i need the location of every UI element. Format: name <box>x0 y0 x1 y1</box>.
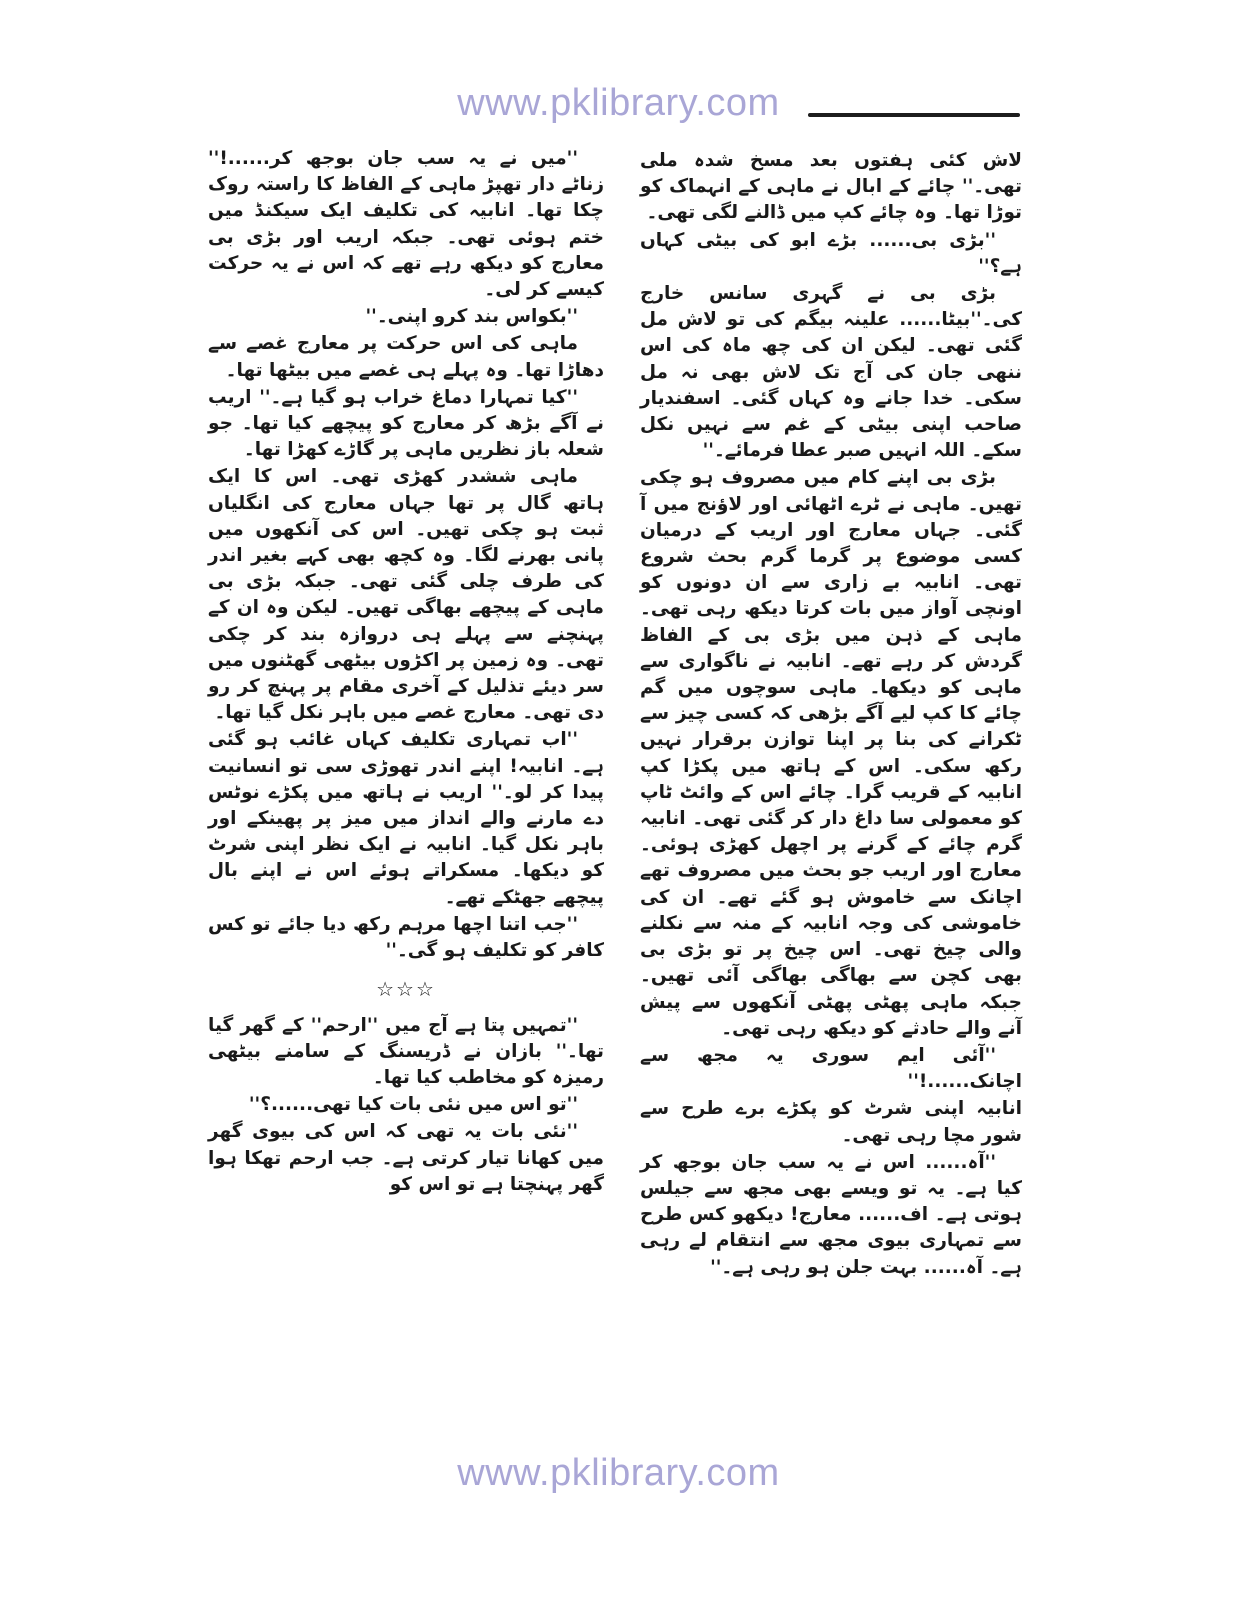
paragraph: ''آہ...... اس نے یہ سب جان بوجھ کر کیا ہے۔ یہ تو ویسے بھی مجھ سے جیلس ہوتی ہے۔ اف...... معارج! دیکھو کس طرح سے تمہاری بیوی مجھ سے انتقام لے رہی ہے۔ آہ...... بہت جلن ہو رہی ہے۔'' <box>640 1151 1022 1278</box>
paragraph: ماہی کی اس حرکت پر معارج غصے سے دھاڑا تھا۔ وہ پہلے ہی غصے میں بیٹھا تھا۔ <box>208 333 604 381</box>
paragraph: ''جب اتنا اچھا مرہم رکھ دیا جائے تو کس کافر کو تکلیف ہو گی۔'' <box>208 913 604 962</box>
paragraph: ''نئی بات یہ تھی کہ اس کی بیوی گھر میں کھانا تیار کرتی ہے۔ جب ارحم تھکا ہوا گھر پہنچتا ہے تو اس کو <box>208 1121 604 1195</box>
watermark-top: www.pklibrary.com <box>457 82 780 124</box>
paragraph: ''تمہیں پتا ہے آج میں ''ارحم'' کے گھر گیا تھا۔'' بازان نے ڈریسنگ کے سامنے بیٹھی رمیزہ کو مخاطب کیا تھا۔ <box>208 1014 604 1088</box>
watermark-bottom: www.pklibrary.com <box>457 1452 780 1494</box>
paragraph: ''بڑی بی...... بڑے ابو کی بیٹی کہاں ہے؟'' <box>640 229 1022 277</box>
paragraph: ''بکواس بند کرو اپنی۔'' <box>365 306 578 328</box>
paragraph: ''تو اس میں نئی بات کیا تھی......؟'' <box>248 1094 578 1116</box>
section-break-stars: ☆☆☆ <box>376 977 436 1002</box>
paragraph: ''آئی ایم سوری یہ مجھ سے اچانک......!'' <box>640 1044 1022 1093</box>
paragraph: انابیہ اپنی شرٹ کو پکڑے برے طرح سے شور مچا رہی تھی۔ <box>640 1098 1022 1146</box>
paragraph: بڑی بی اپنے کام میں مصروف ہو چکی تھیں۔ ماہی نے ٹرے اٹھائی اور لاؤنج میں آ گئی۔ جہاں معارج اور اریب کے درمیان کسی موضوع پر گرما گرم بحث شروع تھی۔ انابیہ بے زاری سے ان دونوں کو اونچی آواز میں بات کرتا دیکھ رہی تھی۔ ماہی کے ذہن میں بڑی بی کے الفاظ گردش کر رہے تھے۔ انابیہ نے ناگواری سے ماہی کو دیکھا۔ ماہی سوچوں میں گم چائے کا کپ لیے آگے بڑھی کہ کسی چیز سے ٹکرانے کی بنا پر اپنا توازن برقرار نہیں رکھ سکی۔ اس کے ہاتھ میں پکڑا کپ انابیہ کے قریب گرا۔ چائے اس کے وائٹ ٹاپ کو معمولی سا داغ دار کر گئی تھی۔ انابیہ گرم چائے کے گرنے پر اچھل کھڑی ہوئی۔ معارج اور اریب جو بحث میں مصروف تھے اچانک سے خاموش ہو گئے تھے۔ ان کی خاموشی کی وجہ انابیہ کے منہ سے نکلنے والی چیخ تھی۔ اس چیخ پر تو بڑی بی بھی کچن سے بھاگی بھاگی آئی تھیں۔ جبکہ ماہی پھٹی پھٹی آنکھوں سے پیش آنے والے حادثے کو دیکھ رہی تھی۔ <box>640 467 1023 1039</box>
paragraph: ''اب تمہاری تکلیف کہاں غائب ہو گئی ہے۔ انابیہ! اپنے اندر تھوڑی سی تو انسانیت پیدا کر لو۔'' اریب نے ہاتھ میں پکڑے نوٹس دے مارنے والے انداز میں میز پر پھینکے اور باہر نکل گیا۔ انابیہ نے ایک نظر اپنی شرٹ کو دیکھا۔ مسکراتے ہوئے اس نے اپنے بال پیچھے جھٹکے تھے۔ <box>208 729 604 908</box>
header-rule <box>808 113 1020 117</box>
paragraph: بڑی بی نے گہری سانس خارج کی۔''بیٹا...... علینہ بیگم کی تو لاش مل گئی تھی۔ لیکن ان کی چھ ماہ کی اس ننھی جان کی آج تک لاش بھی نہ مل سکی۔ خدا جانے وہ کہاں گئی۔ اسفندیار صاحب اپنی بیٹی کے غم سے نہیں نکل سکے۔ اللہ انہیں صبر عطا فرمائے۔'' <box>640 283 1022 462</box>
paragraph: ماہی ششدر کھڑی تھی۔ اس کا ایک ہاتھ گال پر تھا جہاں معارج کی انگلیاں ثبت ہو چکی تھیں۔ اس کی آنکھوں میں پانی بھرنے لگا۔ وہ کچھ بھی کہے بغیر اندر کی طرف چلی گئی تھی۔ جبکہ بڑی بی ماہی کے پیچھے بھاگی تھیں۔ لیکن وہ ان کے پہنچنے سے پہلے ہی دروازہ بند کر چکی تھی۔ وہ زمین پر اکڑوں بیٹھی گھٹنوں میں سر دیئے تذلیل کے آخری مقام پر پہنچ کر رو دی تھی۔ معارج غصے میں باہر نکل گیا تھا۔ <box>208 466 604 724</box>
right-column <box>640 148 1022 1282</box>
paragraph: ''میں نے یہ سب جان بوجھ کر......!'' زناٹے دار تھپڑ ماہی کے الفاظ کا راستہ روک چکا تھا۔ انابیہ کی تکلیف ایک سیکنڈ میں ختم ہوئی تھی۔ جبکہ اریب اور بڑی بی معارج کو دیکھ رہے تھے کہ اس نے یہ حرکت کیسے کر لی۔ <box>208 148 604 301</box>
left-column <box>208 146 604 1199</box>
paragraph: ''کیا تمہارا دماغ خراب ہو گیا ہے۔'' اریب نے آگے بڑھ کر معارج کو پیچھے کیا تھا۔ جو شعلہ باز نظریں ماہی پر گاڑے کھڑا تھا۔ <box>208 386 604 461</box>
paragraph: لاش کئی ہفتوں بعد مسخ شدہ ملی تھی۔'' چائے کے ابال نے ماہی کے انہماک کو توڑا تھا۔ وہ چائے کپ میں ڈالنے لگی تھی۔ <box>640 150 1022 224</box>
